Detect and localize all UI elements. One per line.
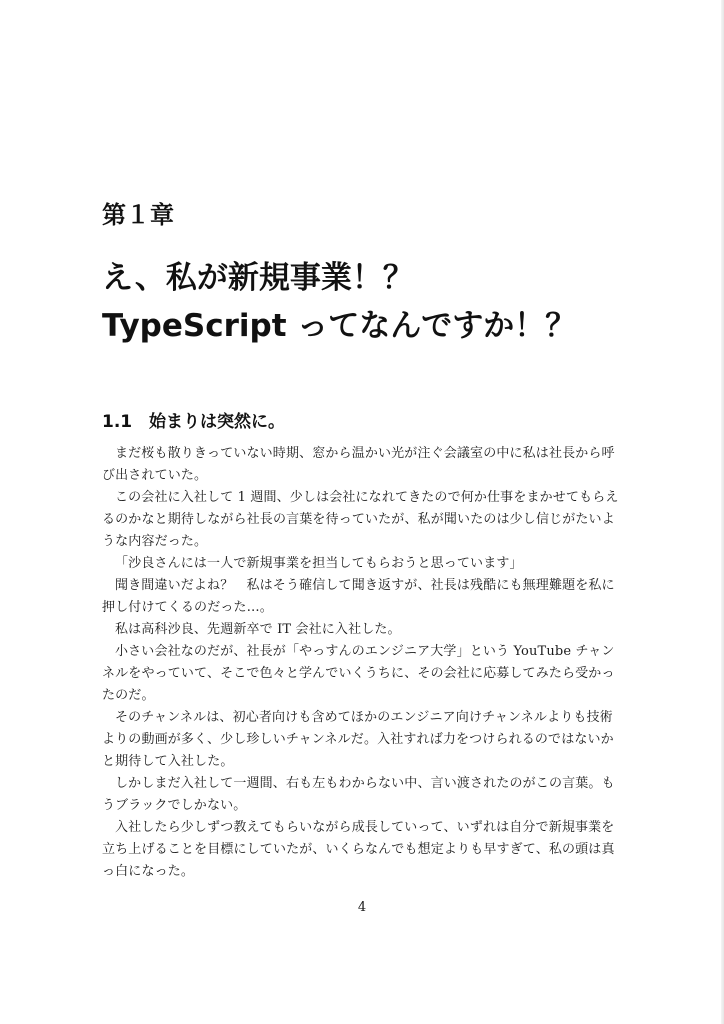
paragraph: この会社に入社して 1 週間、少しは会社になれてきたので何か仕事をまかせてもらえるのかなと期待しながら社長の言葉を待っていたが、私が聞いたのは少し信じがたいような内容だった。 bbox=[102, 490, 619, 549]
page-number: 4 bbox=[357, 900, 367, 915]
paragraph: まだ桜も散りきっていない時期、窓から温かい光が注ぐ会議室の中に私は社長から呼び出されていた。 bbox=[102, 446, 615, 483]
paragraph: そのチャンネルは、初心者向けも含めてほかのエンジニア向けチャンネルよりも技術よりの動画が多く、少し珍しいチャンネルだ。入社すれば力をつけられるのではないかと期待して入社した。 bbox=[102, 710, 614, 769]
chapter-label: 第１章 bbox=[102, 201, 174, 229]
chapter-title-line-2: TypeScript ってなんですか！？ bbox=[102, 308, 577, 344]
section-number: 1.1 bbox=[102, 412, 133, 432]
section-title: 始まりは突然に。 bbox=[149, 412, 285, 432]
chapter-title-line-1: え、私が新規事業！？ bbox=[102, 260, 414, 296]
paragraph: しかしまだ入社して一週間、右も左もわからない中、言い渡されたのがこの言葉。もうブラックでしかない。 bbox=[102, 776, 615, 813]
paragraph: 「沙良さんには一人で新規事業を担当してもらおうと思っています」 bbox=[115, 556, 523, 571]
paragraph: 私は高科沙良、先週新卒で IT 会社に入社した。 bbox=[115, 622, 401, 637]
paragraph: 聞き間違いだよね？ 私はそう確信して聞き返すが、社長は残酷にも無理難題を私に押し付けてくるのだった…。 bbox=[102, 578, 615, 615]
chapter-title bbox=[102, 254, 576, 350]
section-heading bbox=[102, 407, 285, 432]
paragraph: 小さい会社なのだが、社長が「やっすんのエンジニア大学」という YouTube チャンネルをやっていて、そこで色々と学んでいくうちに、その会社に応募してみたら受かったのだ。 bbox=[102, 644, 615, 703]
paragraph: 入社したら少しずつ教えてもらいながら成長していって、いずれは自分で新規事業を立ち上げることを目標にしていたが、いくらなんでも想定よりも早すぎて、私の頭は真っ白になった。 bbox=[102, 820, 615, 879]
body-text bbox=[102, 443, 622, 883]
